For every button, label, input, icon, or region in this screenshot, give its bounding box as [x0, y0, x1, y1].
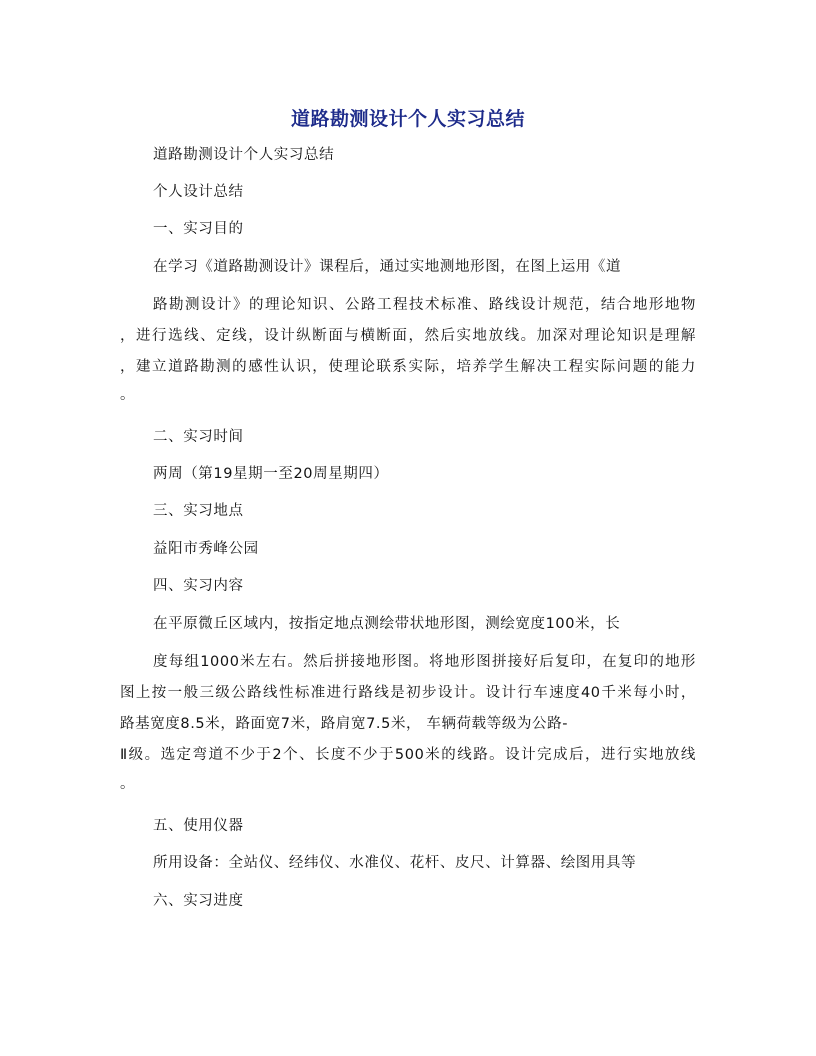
paragraph-line: 。	[120, 387, 136, 403]
section-heading: 二、实习时间	[153, 429, 244, 445]
paragraph-line: 路勘测设计》的理论知识、公路工程技术标准、路线设计规范，结合地形地物	[153, 297, 696, 313]
section-heading: 三、实习地点	[153, 503, 244, 519]
paragraph-line: 路基宽度8.5米，路面宽7米，路肩宽7.5米， 车辆荷载等级为公路-	[120, 716, 569, 732]
paragraph-line: Ⅱ级。选定弯道不少于2个、长度不少于500米的线路。设计完成后，进行实地放线	[120, 747, 696, 763]
document-title: 道路勘测设计个人实习总结	[290, 108, 525, 130]
paragraph-line: 在学习《道路勘测设计》课程后，通过实地测地形图，在图上运用《道	[153, 259, 622, 275]
paragraph-line: ，建立道路勘测的感性认识，使理论联系实际，培养学生解决工程实际问题的能力	[120, 359, 696, 375]
section-heading: 四、实习内容	[153, 578, 244, 594]
paragraph-line: 在平原微丘区域内，按指定地点测绘带状地形图，测绘宽度100米，长	[153, 616, 621, 632]
paragraph-line: 益阳市秀峰公园	[153, 541, 259, 557]
paragraph-line: ，进行选线、定线，设计纵断面与横断面，然后实地放线。加深对理论知识是理解	[120, 328, 696, 344]
paragraph-line: 图上按一般三级公路线性标准进行路线是初步设计。设计行车速度40千米每小时，	[120, 685, 696, 701]
section-heading: 个人设计总结	[153, 184, 244, 200]
paragraph-line: 。	[120, 776, 136, 792]
subtitle-line: 道路勘测设计个人实习总结	[153, 147, 335, 163]
paragraph-line: 度每组1000米左右。然后拼接地形图。将地形图拼接好后复印，在复印的地形	[153, 654, 696, 670]
paragraph-line: 两周（第19星期一至20周星期四）	[153, 466, 389, 482]
section-heading: 一、实习目的	[153, 221, 244, 237]
paragraph-line: 所用设备：全站仪、经纬仪、水准仪、花杆、皮尺、计算器、绘图用具等	[153, 855, 637, 871]
section-heading: 六、实习进度	[153, 893, 244, 909]
section-heading: 五、使用仪器	[153, 818, 244, 834]
